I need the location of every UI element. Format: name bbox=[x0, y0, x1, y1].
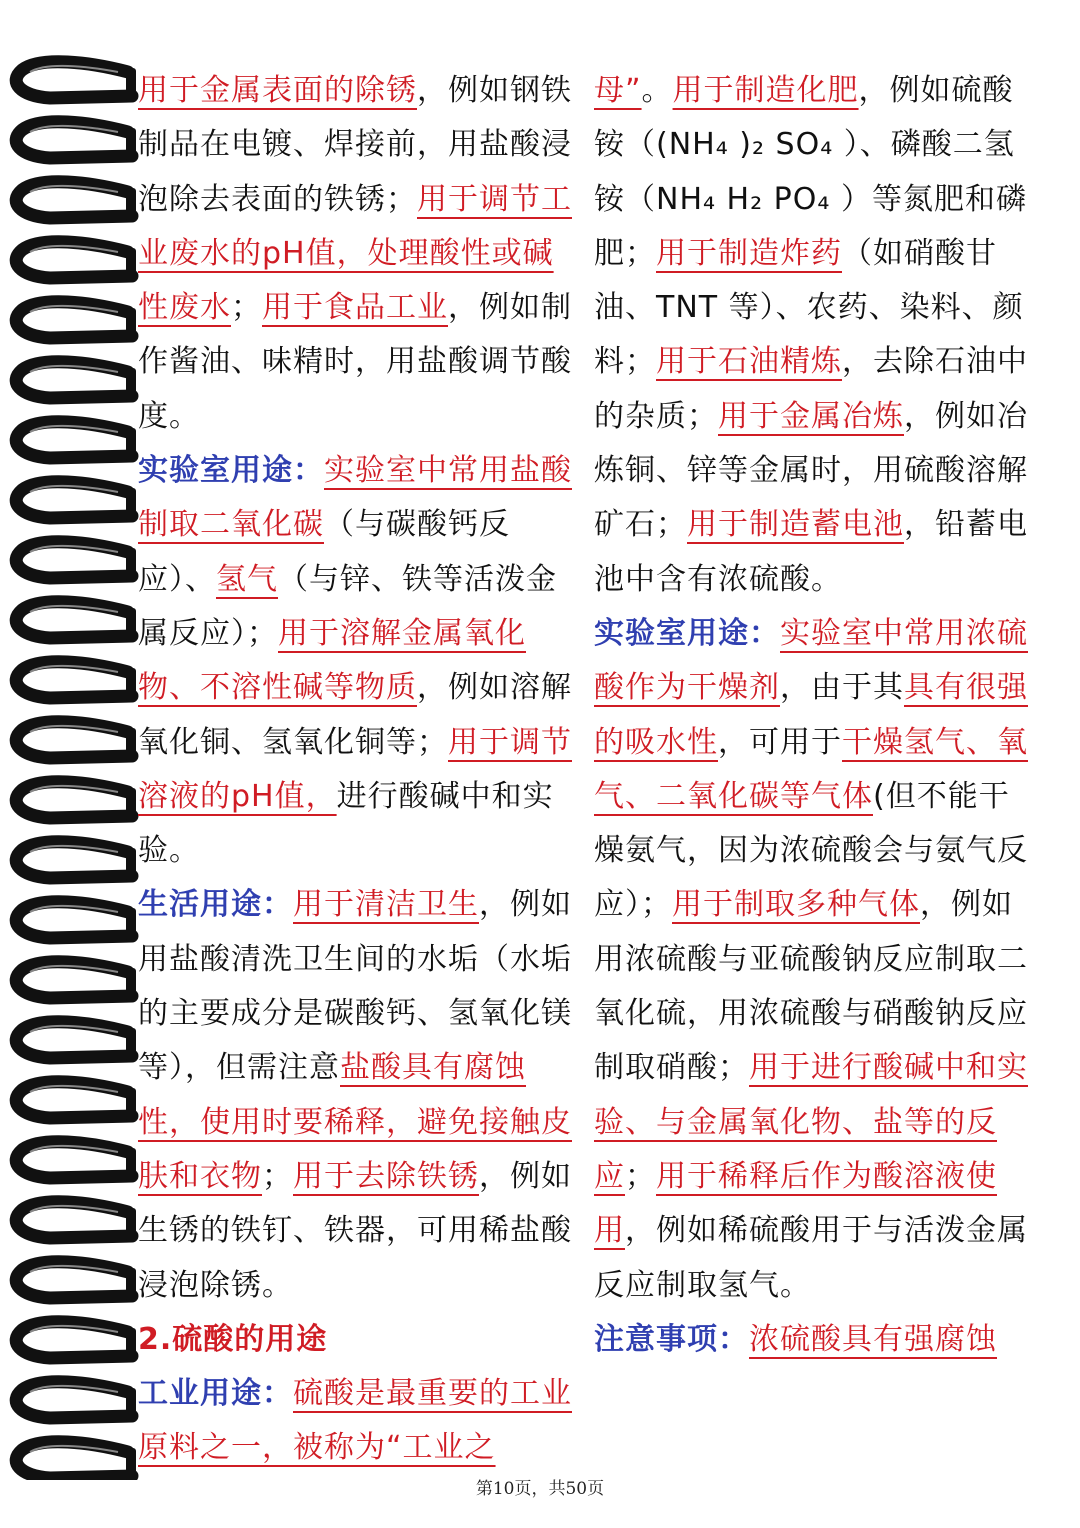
highlight-text: 用于制造蓄电池 bbox=[687, 507, 904, 543]
body-text: ，例如冶炼铜、锌等金属时，用硫酸溶解矿石； bbox=[594, 398, 1028, 543]
body-text: ，例如溶解氧化铜、氢氧化铜等； bbox=[138, 670, 572, 760]
binding-ring bbox=[16, 242, 136, 282]
highlight-text: 用于调节工业废水的pH值，处理酸性或碱性废水 bbox=[138, 181, 572, 326]
hydrochloric-acid-life-paragraph bbox=[138, 878, 578, 1312]
body-text: ，例如制作酱油、味精时，用盐酸调节酸度。 bbox=[138, 290, 572, 434]
caution-paragraph bbox=[594, 1313, 1034, 1367]
highlight-text: 实验室中常用盐酸制取二氧化碳 bbox=[138, 453, 572, 543]
highlight-text: 用于金属表面的除锈 bbox=[138, 73, 417, 108]
body-text: ，可用于 bbox=[718, 724, 842, 760]
left-column bbox=[138, 64, 578, 1476]
binding-ring bbox=[16, 602, 136, 642]
binding-ring bbox=[16, 1322, 136, 1362]
hydrochloric-acid-industrial-paragraph bbox=[138, 64, 578, 444]
highlight-text: 干燥氢气、氧气、二氧化碳等气体 bbox=[594, 724, 1028, 814]
binding-ring bbox=[16, 1202, 136, 1242]
binding-ring bbox=[16, 362, 136, 402]
right-column bbox=[594, 64, 1034, 1367]
body-text: ； bbox=[262, 1158, 293, 1194]
body-text: 。 bbox=[641, 73, 673, 108]
body-text: ，去除石油中的杂质； bbox=[594, 344, 1028, 434]
binding-ring bbox=[16, 1382, 136, 1422]
highlight-text: 硫酸是最重要的工业原料之一，被称为“工业之 bbox=[138, 1376, 572, 1466]
binding-ring bbox=[16, 782, 136, 822]
highlight-text: 用于稀释后作为酸溶液使用 bbox=[594, 1158, 997, 1249]
highlight-text: 具有很强的吸水性 bbox=[594, 670, 1028, 760]
highlight-text: 用于制造炸药 bbox=[656, 235, 842, 271]
body-text: (但不能干燥氨气，因为浓硫酸会与氨气反应）； bbox=[594, 778, 1028, 923]
binding-ring bbox=[16, 122, 136, 162]
highlight-text: 用于制取多种气体 bbox=[672, 887, 920, 923]
binding-ring bbox=[16, 302, 136, 342]
binding-ring bbox=[16, 902, 136, 942]
lab-use-label: 实验室用途： bbox=[138, 453, 324, 489]
body-text: ； bbox=[231, 290, 262, 326]
highlight-text: 用于调节溶液的pH值， bbox=[138, 724, 572, 814]
body-text: （与碳酸钙反应）、 bbox=[138, 507, 510, 597]
binding-ring bbox=[16, 422, 136, 462]
highlight-text: 用于溶解金属氧化物、不溶性碱等物质 bbox=[138, 615, 526, 706]
highlight-text: 氢气 bbox=[216, 561, 278, 597]
body-text: ，由于其 bbox=[780, 670, 904, 706]
page-content bbox=[138, 64, 1038, 1466]
binding-ring bbox=[16, 542, 136, 582]
binding-ring bbox=[16, 842, 136, 882]
body-text: ，例如稀硫酸用于与活泼金属反应制取氢气。 bbox=[594, 1213, 1028, 1303]
body-text: ，例如硫酸铵（(NH₄ )₂ SO₄ ）、磷酸二氢铵（NH₄ H₂ PO₄ ）等氮肥和磷肥； bbox=[594, 73, 1027, 271]
binding-ring bbox=[16, 962, 136, 1002]
binding-ring bbox=[16, 1022, 136, 1062]
highlight-text: 用于进行酸碱中和实验、与金属氧化物、盐等的反应 bbox=[594, 1050, 1028, 1194]
sulfuric-acid-industrial-paragraph bbox=[138, 1367, 578, 1476]
spiral-binding-icon bbox=[0, 40, 150, 1480]
lab-use-label: 实验室用途： bbox=[594, 615, 780, 651]
binding-ring bbox=[16, 1142, 136, 1182]
body-text: ，例如用浓硫酸与亚硫酸钠反应制取二氧化硫，用浓硫酸与硝酸钠反应制取硝酸； bbox=[594, 887, 1028, 1086]
body-text: 进行酸碱中和实验。 bbox=[138, 778, 554, 869]
industrial-use-label: 工业用途： bbox=[138, 1376, 293, 1412]
binding-ring bbox=[16, 1082, 136, 1122]
highlight-text: 母” bbox=[594, 73, 642, 108]
highlight-text: 盐酸具有腐蚀性，使用时要稀释，避免接触皮肤和衣物 bbox=[138, 1050, 572, 1194]
body-text: （与锌、铁等活泼金属反应）； bbox=[138, 561, 557, 651]
binding-ring bbox=[16, 62, 136, 102]
highlight-text: 实验室中常用浓硫酸作为干燥剂 bbox=[594, 615, 1028, 706]
highlight-text: 用于食品工业 bbox=[262, 290, 448, 326]
page-number: 第10页，共50页 bbox=[475, 1479, 605, 1499]
section-title: 2.硫酸的用途 bbox=[138, 1321, 328, 1357]
highlight-text: 用于制造化肥 bbox=[672, 73, 859, 108]
highlight-text: 用于石油精炼 bbox=[656, 344, 842, 380]
life-use-label: 生活用途： bbox=[138, 887, 293, 923]
highlight-text: 用于去除铁锈 bbox=[293, 1158, 479, 1194]
body-text: ，铅蓄电池中含有浓硫酸。 bbox=[594, 507, 1028, 597]
body-text: ，例如钢铁制品在电镀、焊接前，用盐酸浸泡除去表面的铁锈； bbox=[138, 73, 572, 217]
hydrochloric-acid-lab-paragraph bbox=[138, 444, 578, 878]
body-text: ； bbox=[625, 1158, 656, 1194]
binding-ring bbox=[16, 1262, 136, 1302]
body-text: ，例如用盐酸清洗卫生间的水垢（水垢的主要成分是碳酸钙、氢氧化镁等），但需注意 bbox=[138, 887, 572, 1086]
caution-label: 注意事项： bbox=[594, 1321, 749, 1357]
highlight-text: 浓硫酸具有强腐蚀 bbox=[749, 1321, 997, 1357]
sulfuric-acid-lab-paragraph bbox=[594, 607, 1034, 1313]
binding-ring bbox=[16, 662, 136, 702]
highlight-text: 用于清洁卫生 bbox=[293, 887, 479, 923]
body-text: （如硝酸甘油、TNT 等）、农药、染料、颜料； bbox=[594, 235, 1024, 380]
binding-ring bbox=[16, 482, 136, 522]
body-text: ，例如生锈的铁钉、铁器，可用稀盐酸浸泡除锈。 bbox=[138, 1158, 572, 1303]
binding-ring bbox=[16, 182, 136, 222]
sulfuric-acid-industrial-continued bbox=[594, 64, 1034, 607]
highlight-text: 用于金属冶炼 bbox=[718, 398, 904, 434]
binding-ring bbox=[16, 722, 136, 762]
